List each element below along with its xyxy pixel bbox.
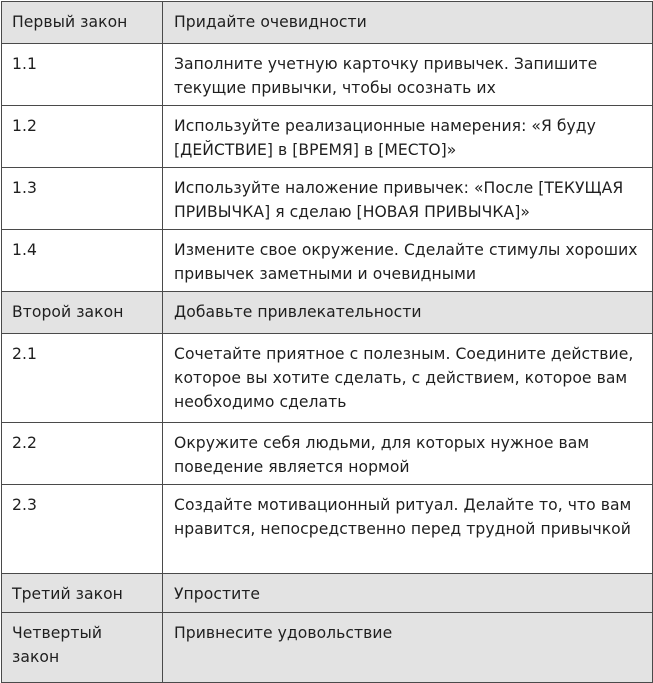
item-description: Создайте мотивационный ритуал. Делайте то, что вам нравится, непосредственно перед трудной привычкой xyxy=(163,485,653,574)
table-row xyxy=(2,423,653,485)
item-number: 2.3 xyxy=(2,485,163,574)
table-row xyxy=(2,334,653,423)
item-description: Используйте реализационные намерения: «Я буду [ДЕЙСТВИЕ] в [ВРЕМЯ] в [МЕСТО]» xyxy=(163,106,653,168)
law-row-3 xyxy=(2,574,653,613)
habit-laws-table xyxy=(1,1,653,683)
law-description: Добавьте привлекательности xyxy=(163,292,653,334)
law-title: Второй закон xyxy=(2,292,163,334)
item-description: Используйте наложение привычек: «После [ТЕКУЩАЯ ПРИВЫЧКА] я сделаю [НОВАЯ ПРИВЫЧКА]» xyxy=(163,168,653,230)
item-number: 1.3 xyxy=(2,168,163,230)
item-description: Измените свое окружение. Сделайте стимулы хороших привычек заметными и очевидными xyxy=(163,230,653,292)
item-number: 2.1 xyxy=(2,334,163,423)
table-row xyxy=(2,168,653,230)
law-title: Третий закон xyxy=(2,574,163,613)
item-number: 1.4 xyxy=(2,230,163,292)
law-title: Четвертый закон xyxy=(2,613,163,683)
item-number: 1.2 xyxy=(2,106,163,168)
table-row xyxy=(2,485,653,574)
law-description: Придайте очевидности xyxy=(163,2,653,44)
law-row-1 xyxy=(2,2,653,44)
item-description: Окружите себя людьми, для которых нужное вам поведение является нормой xyxy=(163,423,653,485)
item-number: 1.1 xyxy=(2,44,163,106)
table-row xyxy=(2,230,653,292)
law-description: Упростите xyxy=(163,574,653,613)
table-row xyxy=(2,106,653,168)
law-title: Первый закон xyxy=(2,2,163,44)
item-description: Заполните учетную карточку привычек. Запишите текущие привычки, чтобы осознать их xyxy=(163,44,653,106)
law-row-4 xyxy=(2,613,653,683)
item-description: Сочетайте приятное с полезным. Соедините действие, которое вы хотите сделать, с действием, которое вам необходимо сделать xyxy=(163,334,653,423)
item-number: 2.2 xyxy=(2,423,163,485)
law-description: Привнесите удовольствие xyxy=(163,613,653,683)
table-row xyxy=(2,44,653,106)
law-row-2 xyxy=(2,292,653,334)
